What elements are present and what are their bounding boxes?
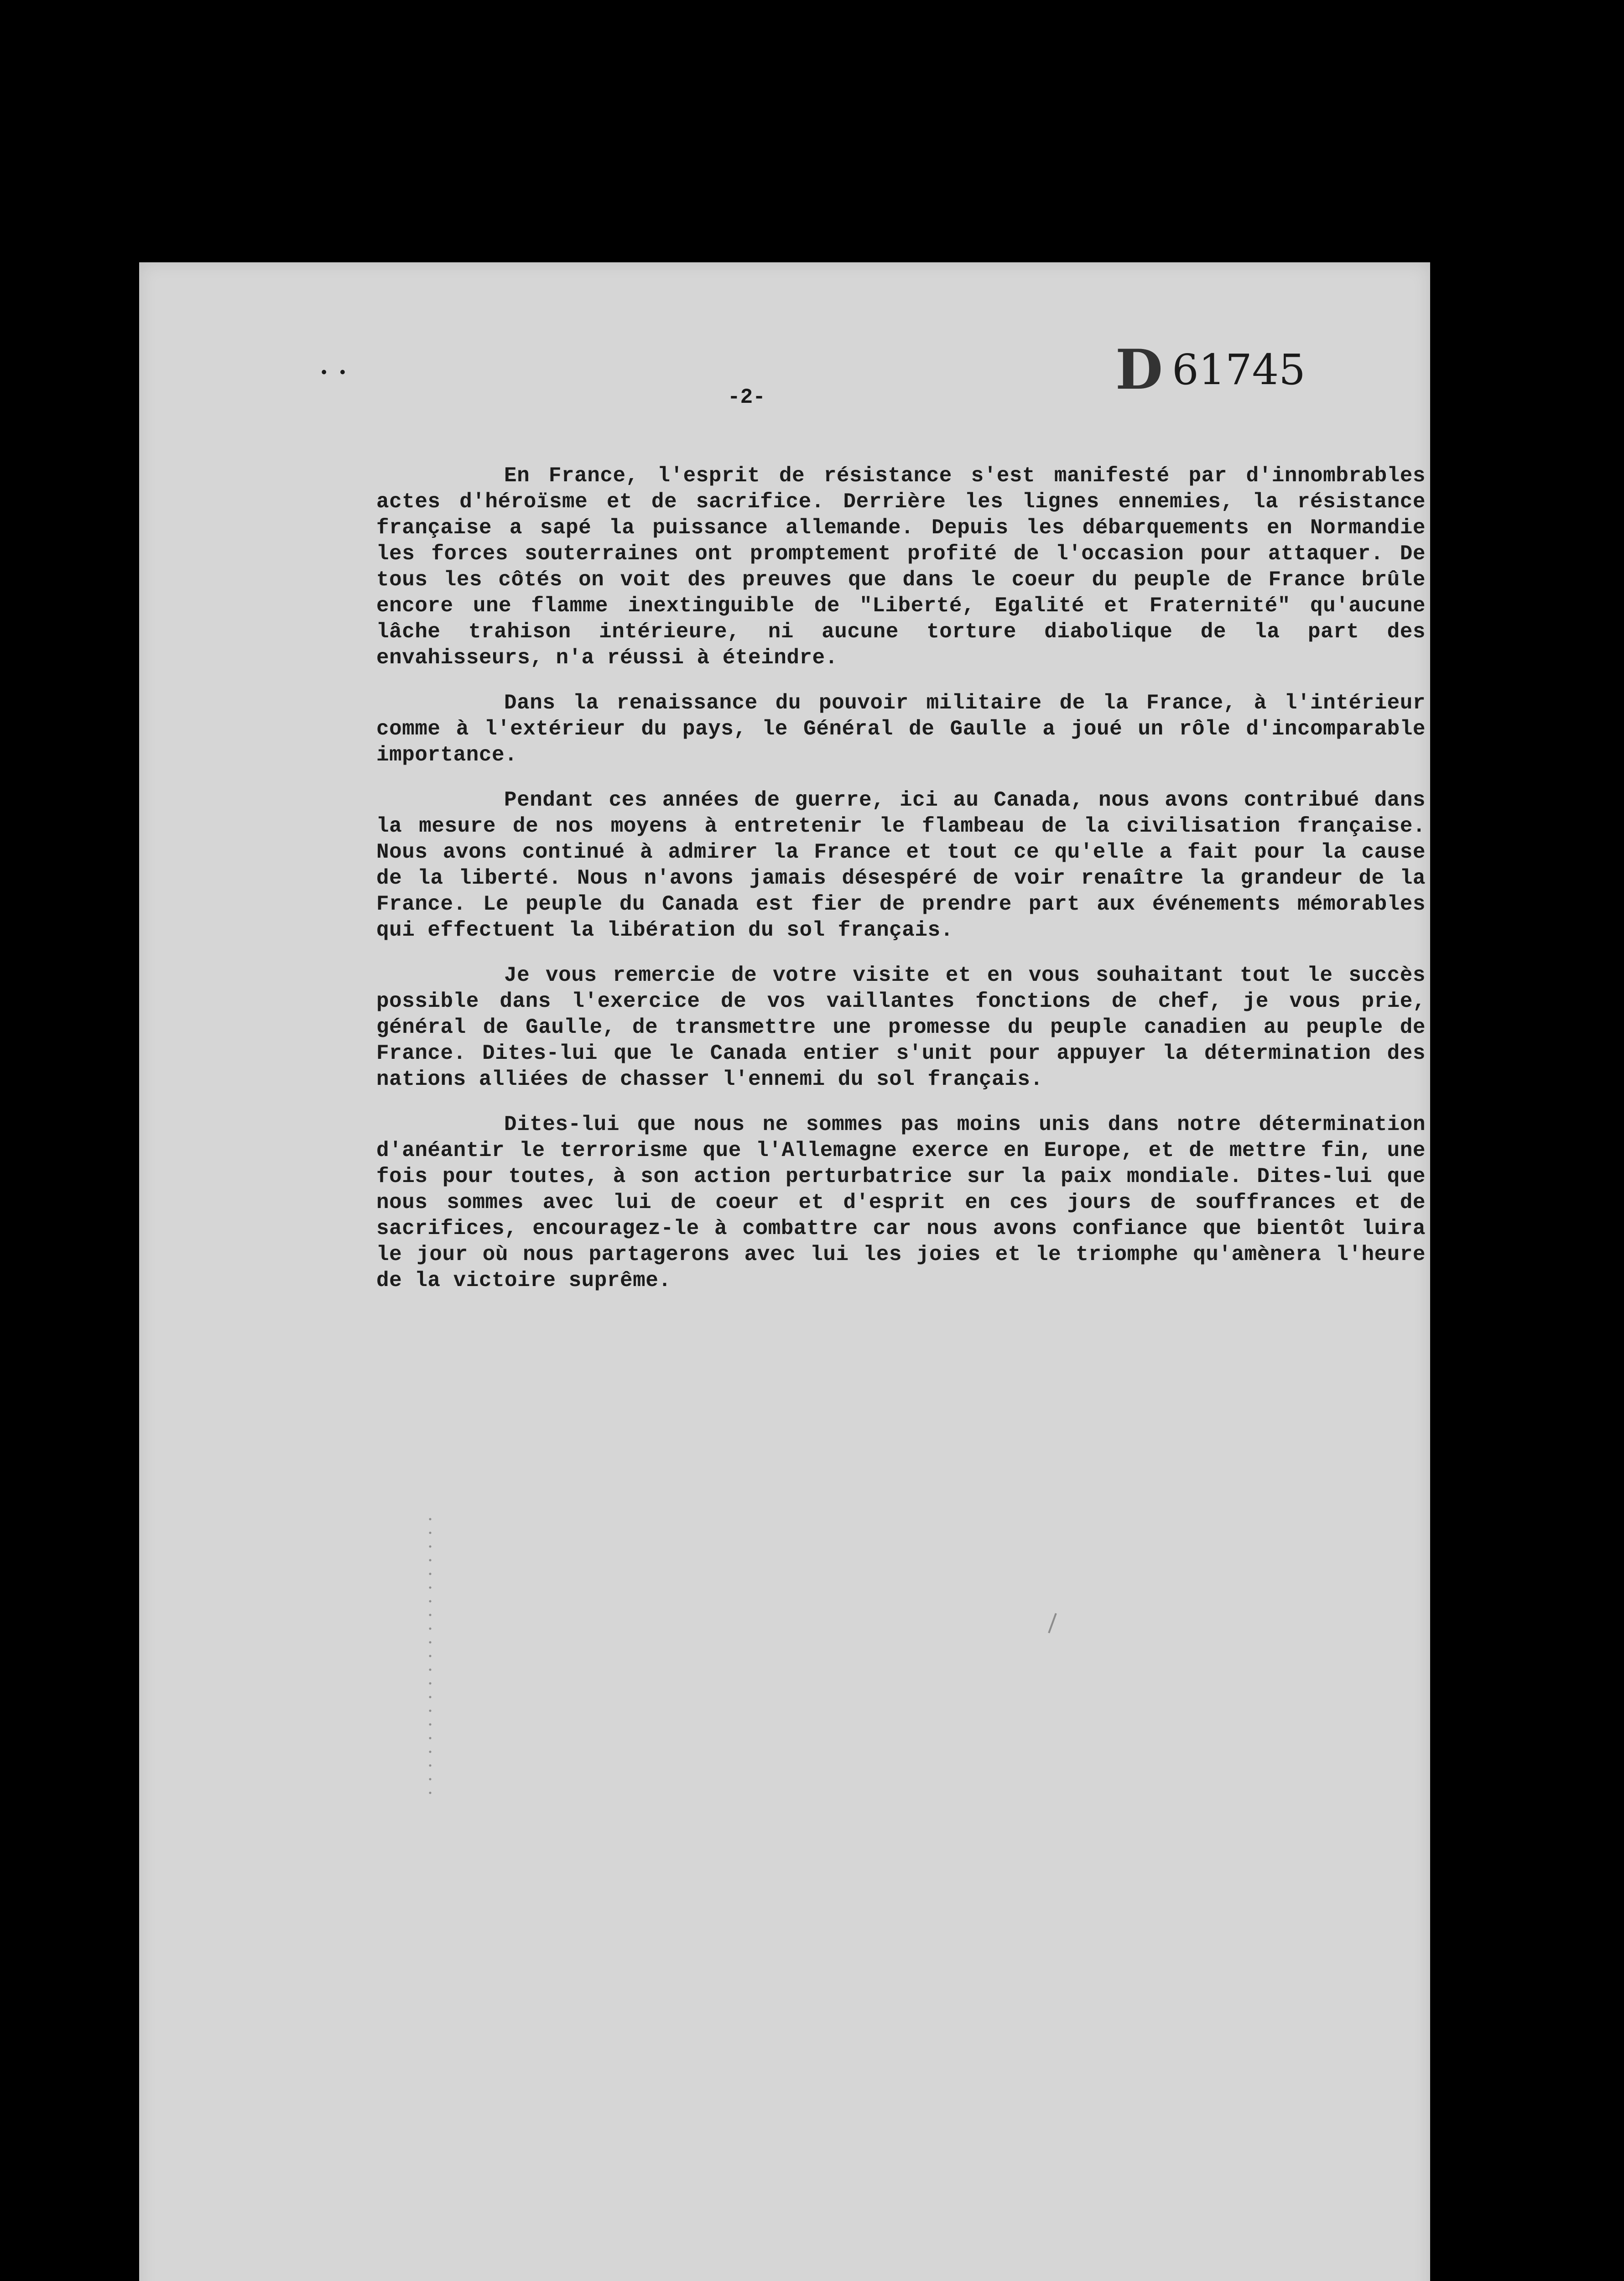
paragraph-2: Dans la renaissance du pouvoir militaire de la France, à l'intérieur comme à l'extérieur du pays, le Général de Gaulle a joué un rôle d'incomparable importance.	[376, 691, 1426, 767]
document-page	[139, 262, 1430, 2281]
paragraph-1: En France, l'esprit de résistance s'est manifesté par d'innombrables actes d'héroïsme et de sacrifice. Derrière les lignes ennemies, la résistance française a sapé la puissance allemande. Depuis les débarquements en Normandie les forces souterraines ont promptement profité de l'occasion pour attaquer. De tous les côtés on voit des preuves que dans le coeur du peuple de France brûle encore une flamme inextinguible de "Liberté, Egalité et Fraternité" qu'aucune lâche trahison intérieure, ni aucune torture diabolique de la part des envahisseurs, n'a réussi à éteindre.	[376, 464, 1426, 670]
letter-body	[376, 463, 1426, 1313]
paragraph-3: Pendant ces années de guerre, ici au Canada, nous avons contribué dans la mesure de nos moyens à entretenir le flambeau de la civilisation française. Nous avons continué à admirer la France et tout ce qu'elle a fait pour la cause de la liberté. Nous n'avons jamais désespéré de voir renaître la grandeur de la France. Le peuple du Canada est fier de prendre part aux événements mémorables qui effectuent la libération du sol français.	[376, 788, 1426, 942]
archive-stamp	[1115, 338, 1306, 402]
stamp-number: 61745	[1172, 345, 1306, 394]
stray-mark	[1048, 1613, 1057, 1634]
paragraph-5: Dites-lui que nous ne sommes pas moins unis dans notre détermination d'anéantir le terrorisme que l'Allemagne exerce en Europe, et de mettre fin, une fois pour toutes, à son action perturbatrice sur la paix mondiale. Dites-lui que nous sommes avec lui de coeur et d'esprit en ces jours de souffrances et de sacrifices, encouragez-le à combattre car nous avons confiance que bientôt luira le jour où nous partagerons avec lui les joies et le triomphe qu'amènera l'heure de la victoire suprême.	[376, 1113, 1426, 1292]
paragraph-4: Je vous remercie de votre visite et en vous souhaitant tout le succès possible dans l'exercice de vos vaillantes fonctions de chef, je vous prie, général de Gaulle, de transmettre une promesse du peuple canadien au peuple de France. Dites-lui que le Canada entier s'unit pour appuyer la détermination des nations alliées de chasser l'ennemi du sol français.	[376, 963, 1426, 1091]
corner-mark: • •	[319, 365, 348, 382]
page-number: -2-	[728, 385, 765, 409]
dotted-mark	[429, 1512, 432, 1795]
stamp-letter: D	[1115, 338, 1163, 402]
